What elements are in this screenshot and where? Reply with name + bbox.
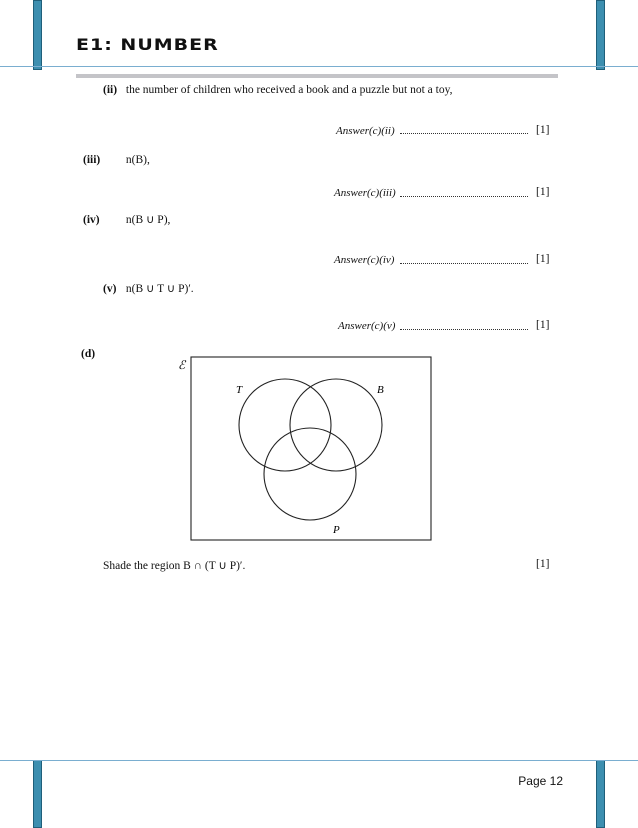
header-rule — [0, 66, 638, 67]
answer-label: Answer(c)(v) — [338, 320, 396, 332]
mark: [1] — [536, 186, 550, 198]
question-ii — [103, 84, 452, 96]
question-iii — [83, 154, 150, 166]
title-separator — [76, 74, 558, 78]
shade-instruction: Shade the region B ∩ (T ∪ P)′. — [103, 560, 246, 572]
part-d-label: (d) — [81, 348, 96, 360]
question-label: (v) — [103, 283, 117, 295]
question-text: n(B ∪ P), — [125, 214, 171, 226]
question-text: n(B), — [125, 154, 150, 166]
left-top-bar — [33, 0, 42, 70]
left-bottom-bar — [33, 760, 42, 828]
question-label: (ii) — [103, 84, 118, 96]
question-iv — [83, 212, 170, 226]
question-label: (iii) — [83, 154, 101, 166]
question-v — [103, 281, 194, 295]
set-p-circle[interactable] — [264, 428, 356, 520]
set-b-circle[interactable] — [290, 379, 382, 471]
set-b-label: B — [377, 384, 384, 396]
mark: [1] — [536, 319, 550, 331]
venn-diagram[interactable] — [170, 352, 440, 544]
set-p-label: P — [333, 524, 340, 536]
answer-line[interactable] — [400, 132, 528, 134]
right-top-bar — [596, 0, 605, 70]
chapter-title: E1: NUMBER — [76, 35, 219, 55]
right-bottom-bar — [596, 760, 605, 828]
footer-rule — [0, 760, 638, 761]
question-text: n(B ∪ T ∪ P)′. — [125, 283, 194, 295]
page-number: Page 12 — [518, 774, 563, 788]
answer-label: Answer(c)(iv) — [334, 254, 395, 266]
set-t-label: T — [236, 384, 243, 396]
answer-label: Answer(c)(iii) — [334, 187, 396, 199]
answer-line[interactable] — [400, 328, 528, 330]
universal-set-symbol: ℰ — [178, 358, 186, 372]
answer-line[interactable] — [400, 262, 528, 264]
answer-label: Answer(c)(ii) — [336, 125, 395, 137]
mark: [1] — [536, 253, 550, 265]
mark: [1] — [536, 124, 550, 136]
universal-set-rectangle[interactable] — [191, 357, 431, 540]
answer-line[interactable] — [400, 195, 528, 197]
mark: [1] — [536, 558, 550, 570]
set-t-circle[interactable] — [239, 379, 331, 471]
question-label: (iv) — [83, 214, 100, 226]
question-text: the number of children who received a book and a puzzle but not a toy, — [125, 84, 453, 96]
